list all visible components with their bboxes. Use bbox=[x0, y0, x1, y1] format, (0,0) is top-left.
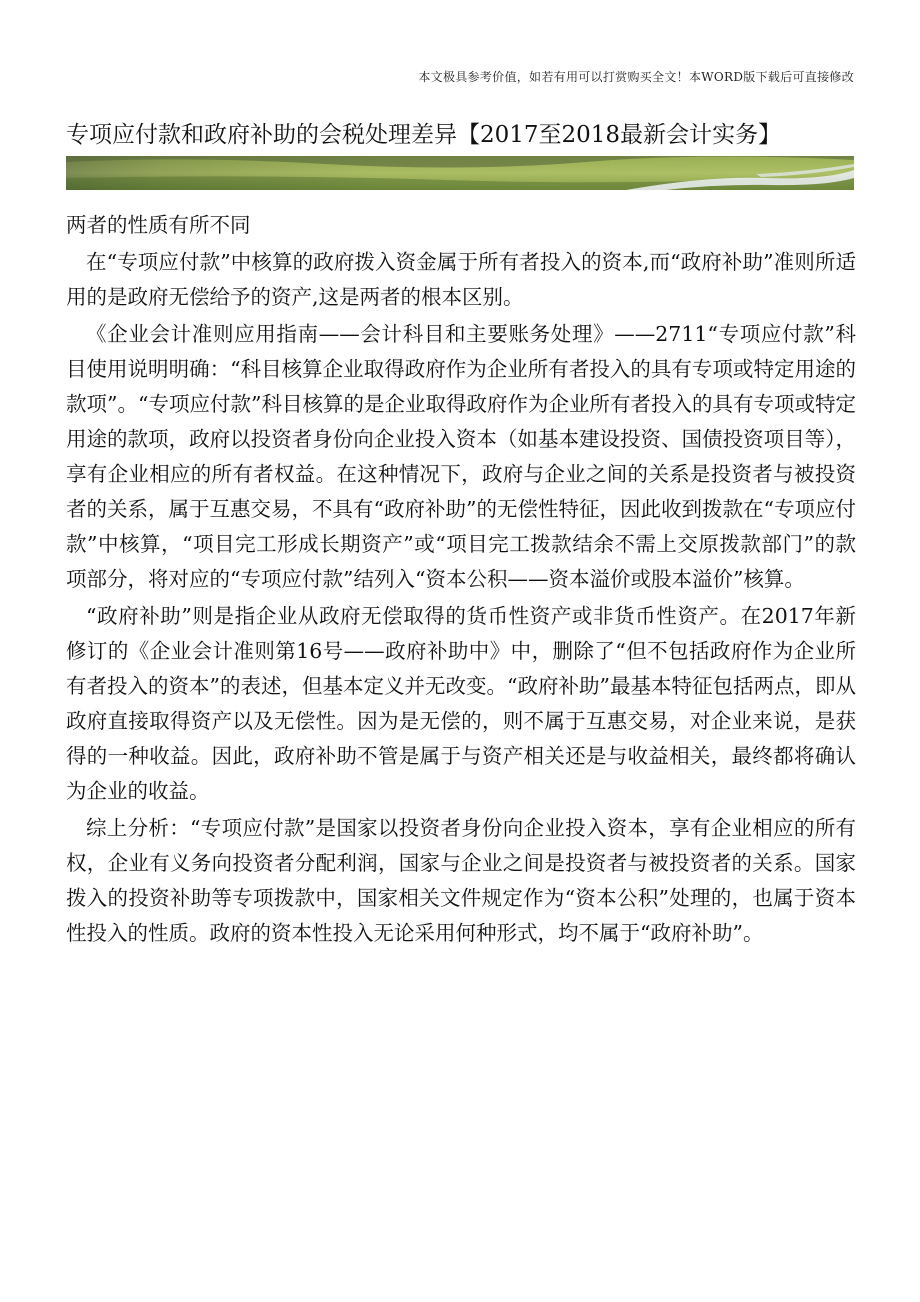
paragraph: 在“专项应付款”中核算的政府拨入资金属于所有者投入的资本,而“政府补助”准则所适用的是政府无偿给予的资产,这是两者的根本区别。 bbox=[66, 250, 856, 309]
document-body bbox=[66, 208, 856, 953]
header-note: 本文极具参考价值，如若有用可以打赏购买全文！本WORD版下载后可直接修改 bbox=[418, 70, 854, 84]
landscape-banner-image bbox=[66, 156, 854, 190]
paragraph: “政府补助”则是指企业从政府无偿取得的货币性资产或非货币性资产。在2017年新修订的《企业会计准则第16号——政府补助中》中，删除了“但不包括政府作为企业所有者投入的资本”的表述，但基本定义并无改变。“政府补助”最基本特征包括两点，即从政府直接取得资产以及无偿性。因为是无偿的，则不属于互惠交易，对企业来说，是获得的一种收益。因此，政府补助不管是属于与资产相关还是与收益相关，最终都将确认为企业的收益。 bbox=[66, 604, 856, 803]
paragraph: 综上分析：“专项应付款”是国家以投资者身份向企业投入资本，享有企业相应的所有权，企业有义务向投资者分配利润，国家与企业之间是投资者与被投资者的关系。国家拨入的投资补助等专项拨款中，国家相关文件规定作为“资本公积”处理的，也属于资本性投入的性质。政府的资本性投入无论采用何种形式，均不属于“政府补助”。 bbox=[66, 816, 856, 945]
section-heading: 两者的性质有所不同 bbox=[66, 213, 251, 237]
paragraph: 《企业会计准则应用指南——会计科目和主要账务处理》——2711“专项应付款”科目使用说明明确：“科目核算企业取得政府作为企业所有者投入的具有专项或特定用途的款项”。“专项应付款”科目核算的是企业取得政府作为企业所有者投入的具有专项或特定用途的款项，政府以投资者身份向企业投入资本（如基本建设投资、国债投资项目等），享有企业相应的所有者权益。在这种情况下，政府与企业之间的关系是投资者与被投资者的关系，属于互惠交易，不具有“政府补助”的无偿性特征，因此收到拨款在“专项应付款”中核算，“项目完工形成长期资产”或“项目完工拨款结余不需上交原拨款部门”的款项部分，将对应的“专项应付款”结列入“资本公积——资本溢价或股本溢价”核算。 bbox=[66, 322, 856, 591]
document-title: 专项应付款和政府补助的会税处理差异【2017至2018最新会计实务】 bbox=[66, 122, 782, 148]
